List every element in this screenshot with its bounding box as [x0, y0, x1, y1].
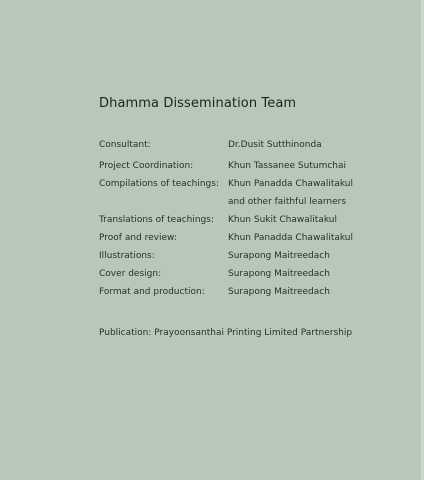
credit-value: Khun Tassanee Sutumchai [228, 161, 347, 171]
credit-row-translations [99, 211, 389, 229]
credit-row-illustrations [99, 247, 389, 265]
credit-value: Khun Panadda Chawalitakul [228, 233, 353, 243]
credit-row-proof-review [99, 229, 389, 247]
credit-value: Surapong Maitreedach [228, 251, 330, 261]
credit-row-project-coordination [99, 157, 389, 175]
credit-value: Dr.Dusit Sutthinonda [228, 140, 322, 150]
credit-label: Translations of teachings: [99, 215, 214, 225]
credit-row-format-production [99, 283, 389, 301]
publication-line: Publication: Prayoonsanthai Printing Limited Partnership [99, 328, 353, 338]
credit-row-consultant [99, 136, 389, 154]
credit-value: Surapong Maitreedach [228, 287, 330, 297]
credits-list [99, 136, 389, 301]
credit-label: Project Coordination: [99, 161, 194, 171]
credit-label: Compilations of teachings: [99, 179, 219, 189]
credit-row-compilations-continued [99, 193, 389, 211]
credit-row-compilations [99, 175, 389, 193]
credit-label: Cover design: [99, 269, 162, 279]
credit-label: Format and production: [99, 287, 205, 297]
credit-label: Consultant: [99, 140, 151, 150]
team-title: Dhamma Dissemination Team [99, 96, 297, 111]
credit-value: and other faithful learners [228, 197, 347, 207]
credit-value: Khun Sukit Chawalitakul [228, 215, 337, 225]
credit-label: Illustrations: [99, 251, 155, 261]
credit-row-cover-design [99, 265, 389, 283]
credit-value: Khun Panadda Chawalitakul [228, 179, 353, 189]
credit-label [99, 193, 228, 211]
credit-label: Proof and review: [99, 233, 177, 243]
credit-value: Surapong Maitreedach [228, 269, 330, 279]
